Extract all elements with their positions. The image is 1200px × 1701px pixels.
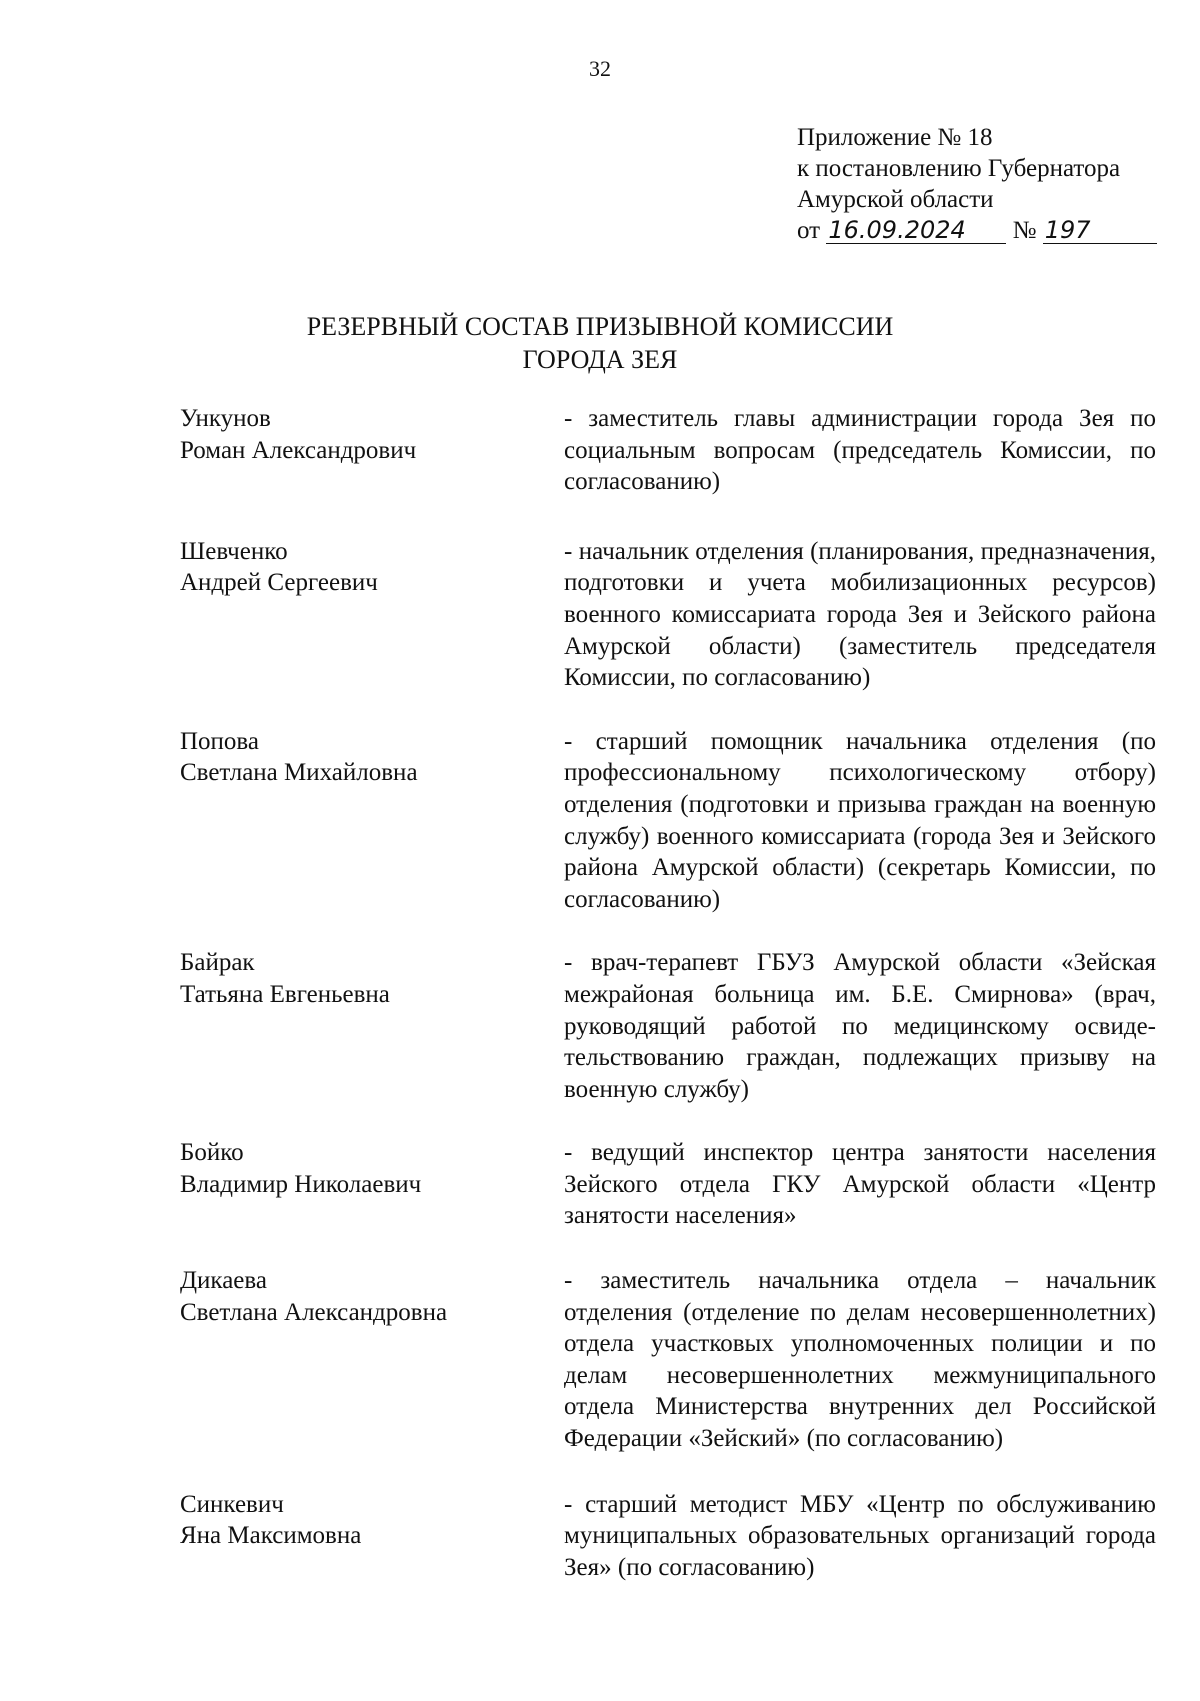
member-name <box>180 403 564 498</box>
list-item <box>180 536 1156 694</box>
member-role: - ведущий инспектор центра занятости населения Зейского отдела ГКУ Амурской области «Центр занятости населения» <box>564 1139 1156 1230</box>
list-item <box>180 1265 1156 1455</box>
member-given-name: Светлана Михайловна <box>180 759 418 787</box>
member-surname: Ункунов <box>180 405 271 432</box>
list-item <box>180 947 1156 1105</box>
appendix-region: Амурской области <box>797 186 994 213</box>
member-name <box>180 726 564 916</box>
member-name <box>180 947 564 1105</box>
member-given-name: Андрей Сергеевич <box>180 569 378 597</box>
list-item <box>180 1489 1156 1584</box>
member-surname: Попова <box>180 727 260 755</box>
member-given-name: Татьяна Евгеньевна <box>180 980 390 1008</box>
member-name <box>180 536 564 694</box>
member-surname: Дикаева <box>180 1267 267 1295</box>
member-name <box>180 1489 564 1584</box>
appendix-reference: к постановлению Губернатора <box>797 155 1121 182</box>
appendix-header <box>797 122 1157 246</box>
member-given-name: Роман Александрович <box>180 436 417 464</box>
member-role: - старший помощник начальника отделения (по профессиональному психологическому отбору) отделения (подготовки и призыва граждан на военную службу) военного комиссариата (города Зея и Зейского района Амурской области) (секретарь Комиссии, по согласованию) <box>564 727 1156 913</box>
document-title <box>0 310 1200 376</box>
date-prefix: от <box>797 217 821 244</box>
appendix-date-line <box>797 215 1157 246</box>
member-name <box>180 1265 564 1455</box>
number-sign: № <box>1012 217 1037 244</box>
member-given-name: Светлана Александровна <box>180 1298 448 1326</box>
appendix-number: Приложение № 18 <box>797 124 993 151</box>
list-item <box>180 1137 1156 1232</box>
member-role: - заместитель главы администрации города Зея по социальным вопросам (председатель Комиссии, по согласованию) <box>564 405 1156 496</box>
member-given-name: Яна Максимовна <box>180 1522 362 1550</box>
members-list <box>180 403 1156 1583</box>
member-surname: Шевченко <box>180 537 288 565</box>
handwritten-number: 197 <box>1043 217 1157 244</box>
title-line-1: РЕЗЕРВНЫЙ СОСТАВ ПРИЗЫВНОЙ КОМИССИИ <box>306 312 894 341</box>
member-surname: Бойко <box>180 1139 244 1167</box>
title-line-2: ГОРОДА ЗЕЯ <box>522 345 678 374</box>
member-role: - старший методист МБУ «Центр по обслуживанию муниципальных образовательных организаций города Зея» (по согласованию) <box>564 1490 1156 1581</box>
list-item <box>180 726 1156 916</box>
member-role: - заместитель начальника отдела – начальник отделения (отделение по делам несовершеннолетних) отдела участковых уполномоченных полиции и по делам несовершеннолетних межмуниципального отдела Министерства внутренних дел Российской Федерации «Зейский» (по согласованию) <box>564 1267 1156 1453</box>
handwritten-date: 16.09.2024 <box>826 217 1006 244</box>
member-role: - начальник отделения (планирования, предназначения, подготовки и учета мобилизационных ресурсов) военного комиссариата города Зея и Зейского района Амурской области) (заместитель председателя Комиссии, по согласованию) <box>564 537 1156 692</box>
page-number: 32 <box>589 56 611 81</box>
member-surname: Байрак <box>180 949 255 977</box>
member-name <box>180 1137 564 1232</box>
member-surname: Синкевич <box>180 1490 284 1518</box>
member-role: - врач-терапевт ГБУЗ Амурской области «Зейская межрайоная больница им. Б.Е. Смирнова» (врач, руководящий работой по медицинскому освидетельствованию граждан, подлежащих призыву на военную службу) <box>564 949 1156 1103</box>
member-given-name: Владимир Николаевич <box>180 1170 422 1198</box>
list-item <box>180 403 1156 498</box>
